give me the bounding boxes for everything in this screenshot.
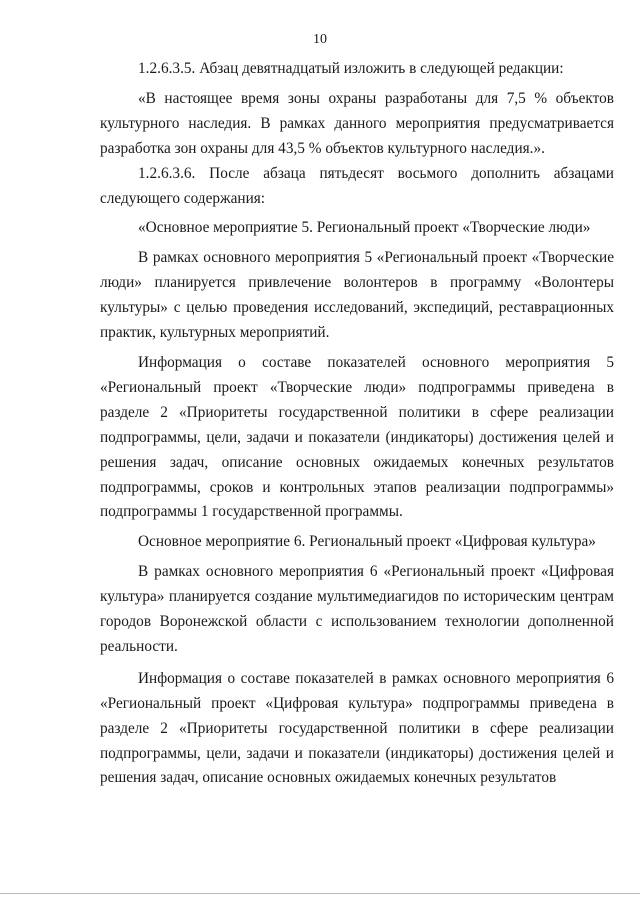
paragraph-3: 1.2.6.3.6. После абзаца пятьдесят восьмого дополнить абзацами следующего содержания: [100, 164, 614, 207]
paragraph-8: В рамках основного мероприятия 6 «Региональный проект «Цифровая культура» планируется создание мультимедиагидов по историческим центрам городов Воронежской области с использованием технологии дополненной реальности. [100, 563, 614, 655]
footer-rule [0, 893, 640, 894]
page-number: 10 [313, 32, 327, 47]
paragraph-5: В рамках основного мероприятия 5 «Региональный проект «Творческие люди» планируется привлечение волонтеров в программу «Волонтеры культуры» с целью проведения исследований, экспедиций, реставрационных практик, культурных мероприятий. [100, 249, 614, 342]
paragraph-9: Информация о составе показателей в рамках основного мероприятия 6 «Региональный проект «Цифровая культура» подпрограммы приведена в разделе 2 «Приоритеты государственной политики в сфере реализации подпрограммы, цели, задачи и показатели (индикаторы) достижения целей и решения задач, описание основных ожидаемых конечных результатов [100, 669, 614, 787]
paragraph-7: Основное мероприятие 6. Региональный проект «Цифровая культура» [138, 533, 596, 551]
document-body [100, 57, 614, 791]
paragraph-2: «В настоящее время зоны охраны разработаны для 7,5 % объектов культурного наследия. В рамках данного мероприятия предусматривается разработка зон охраны для 43,5 % объектов культурного наследия.». [100, 89, 614, 157]
paragraph-1: 1.2.6.3.5. Абзац девятнадцатый изложить в следующей редакции: [138, 60, 564, 77]
paragraph-6: Информация о составе показателей основного мероприятия 5 «Региональный проект «Творческие люди» подпрограммы приведена в разделе 2 «Приоритеты государственной политики в сфере реализации подпрограммы, цели, задачи и показатели (индикаторы) достижения целей и решения задач, описание основных ожидаемых конечных результатов подпрограммы, сроков и контрольных этапов реализации подпрограммы» подпрограммы 1 государственной программы. [100, 353, 614, 521]
paragraph-4: «Основное мероприятие 5. Региональный проект «Творческие люди» [138, 219, 591, 237]
